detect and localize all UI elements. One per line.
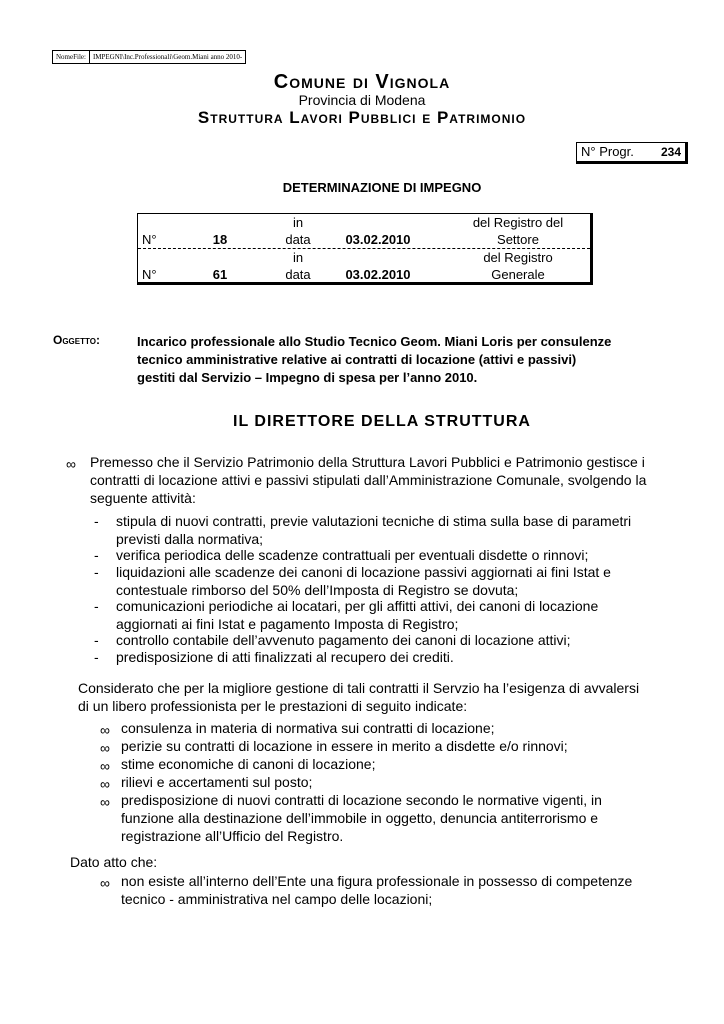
nomefile-box: [52, 50, 246, 64]
progr-label: N° Progr.: [581, 144, 634, 159]
attivita-item: [116, 512, 672, 548]
oggetto-text: [137, 333, 673, 387]
registro-number: 61: [212, 267, 228, 282]
attivita-item: [116, 631, 672, 649]
oggetto-label: Oggetto:: [53, 333, 100, 347]
premesso-paragraph: [90, 453, 672, 507]
infinity-bullet-icon: ∞: [100, 875, 110, 891]
nomefile-value: IMPEGNI\Inc.Professionali\Geom.Miani anno 2010-: [89, 51, 245, 63]
list-item-line: non esiste all’interno dell’Ente una figura professionale in possesso di competenze: [121, 873, 633, 889]
dato-atto-label: Dato atto che:: [70, 854, 158, 870]
list-item-line: aggiornati ai fini Istat e pagamento Imposta di Registro;: [116, 616, 459, 632]
registro-data-label: data: [285, 232, 311, 247]
paragraph-line: seguente attività:: [90, 490, 196, 506]
list-item-line: registrazione all’Ufficio del Registro.: [121, 828, 344, 844]
registro-table: [137, 213, 593, 285]
registro-number: 18: [212, 232, 228, 247]
list-item-line: perizie su contratti di locazione in essere in merito a disdette e/o rinnovi;: [121, 738, 568, 754]
list-item-line: rilievi e accertamenti sul posto;: [121, 774, 313, 790]
paragraph-line: contratti di locazione attivi e passivi stipulati dall’Amministrazione Comunale, svolgendo la: [90, 472, 647, 488]
registro-type: [458, 214, 578, 248]
registro-type-line1: del Registro: [483, 250, 553, 265]
list-item-line: predisposizione di atti finalizzati al recupero dei crediti.: [116, 649, 454, 665]
dash-bullet: -: [94, 598, 99, 614]
list-item-line: predisposizione di nuovi contratti di locazione secondo le normative vigenti, in: [121, 792, 602, 808]
registro-row-generale: [138, 248, 590, 283]
registro-type-line1: del Registro del: [472, 215, 564, 230]
infinity-bullet-icon: ∞: [66, 456, 76, 472]
registro-type: [458, 249, 578, 283]
attivita-item: [116, 648, 672, 666]
registro-n-label: N°: [142, 267, 157, 282]
dash-bullet: -: [94, 632, 99, 648]
list-item-line: funzione alla destinazione dell’immobile in oggetto, denuncia antiterrorismo e: [121, 810, 599, 826]
registro-data-label: data: [285, 267, 311, 282]
dash-bullet: -: [94, 564, 99, 580]
list-item-line: stime economiche di canoni di locazione;: [121, 756, 376, 772]
list-item-line: comunicazioni periodiche ai locatari, per gli affitti attivi, dei canoni di locazione: [116, 598, 599, 614]
prestazione-item: [121, 773, 672, 791]
list-item-line: stipula di nuovi contratti, previe valutazioni tecniche di stima sulla base di parametri: [116, 513, 632, 529]
dash-bullet: -: [94, 513, 99, 529]
dash-bullet: -: [94, 649, 99, 665]
direttore-title: IL DIRETTORE DELLA STRUTTURA: [233, 413, 531, 430]
registro-row-settore: [138, 214, 590, 248]
list-item-line: controllo contabile dell’avvenuto pagamento dei canoni di locazione attivi;: [116, 632, 571, 648]
registro-in-label: in: [292, 250, 304, 265]
struttura-title: Struttura Lavori Pubblici e Patrimonio: [197, 108, 527, 127]
prestazione-item: [121, 791, 641, 845]
list-item-line: liquidazioni alle scadenze dei canoni di locazione passivi aggiornati ai fini Istat e: [116, 564, 611, 580]
nomefile-label: NomeFile:: [56, 53, 86, 61]
infinity-bullet-icon: ∞: [100, 758, 110, 774]
comune-title: Comune di Vignola: [273, 71, 451, 93]
registro-date: 03.02.2010: [345, 267, 411, 282]
registro-in-label: in: [292, 215, 304, 230]
attivita-item: [116, 546, 672, 564]
list-item-line: previsti dalla normativa;: [116, 531, 264, 547]
progr-value: 234: [660, 145, 681, 159]
paragraph-line: di un libero professionista per le prestazioni di seguito indicate:: [78, 698, 468, 714]
prestazione-item: [121, 719, 672, 737]
list-item-line: verifica periodica delle scadenze contrattuali per eventuali disdette o rinnovi;: [116, 547, 589, 563]
provincia-subtitle: Provincia di Modena: [298, 92, 426, 108]
progr-box: [576, 142, 688, 164]
list-item-line: tecnico - amministrativa nel campo delle locazioni;: [121, 891, 433, 907]
paragraph-line: Premesso che il Servizio Patrimonio della Struttura Lavori Pubblici e Patrimonio gestisce i: [90, 454, 645, 470]
registro-n-label: N°: [142, 232, 157, 247]
oggetto-line: Incarico professionale allo Studio Tecnico Geom. Miani Loris per consulenze: [137, 334, 612, 349]
prestazione-item: [121, 755, 672, 773]
oggetto-line: gestiti dal Servizio – Impegno di spesa per l’anno 2010.: [137, 370, 478, 385]
registro-date: 03.02.2010: [345, 232, 411, 247]
attivita-item: [116, 563, 672, 599]
considerato-paragraph: [78, 679, 672, 715]
registro-type-line2: Settore: [497, 232, 539, 247]
list-item-line: consulenza in materia di normativa sui contratti di locazione;: [121, 720, 495, 736]
paragraph-line: Considerato che per la migliore gestione di tali contratti il Servzio ha l’esigenza di avvalersi: [78, 680, 640, 696]
infinity-bullet-icon: ∞: [100, 776, 110, 792]
oggetto-line: tecnico amministrative relative ai contratti di locazione (attivi e passivi): [137, 352, 577, 367]
infinity-bullet-icon: ∞: [100, 794, 110, 810]
registro-type-line2: Generale: [491, 267, 545, 282]
infinity-bullet-icon: ∞: [100, 722, 110, 738]
dato-atto-item: [121, 872, 672, 908]
list-item-line: contestuale rimborso del 50% dell’Imposta di Registro se dovuta;: [116, 582, 519, 598]
attivita-item: [116, 597, 672, 633]
prestazione-item: [121, 737, 672, 755]
dash-bullet: -: [94, 547, 99, 563]
infinity-bullet-icon: ∞: [100, 740, 110, 756]
determinazione-title: DETERMINAZIONE DI IMPEGNO: [282, 180, 482, 195]
